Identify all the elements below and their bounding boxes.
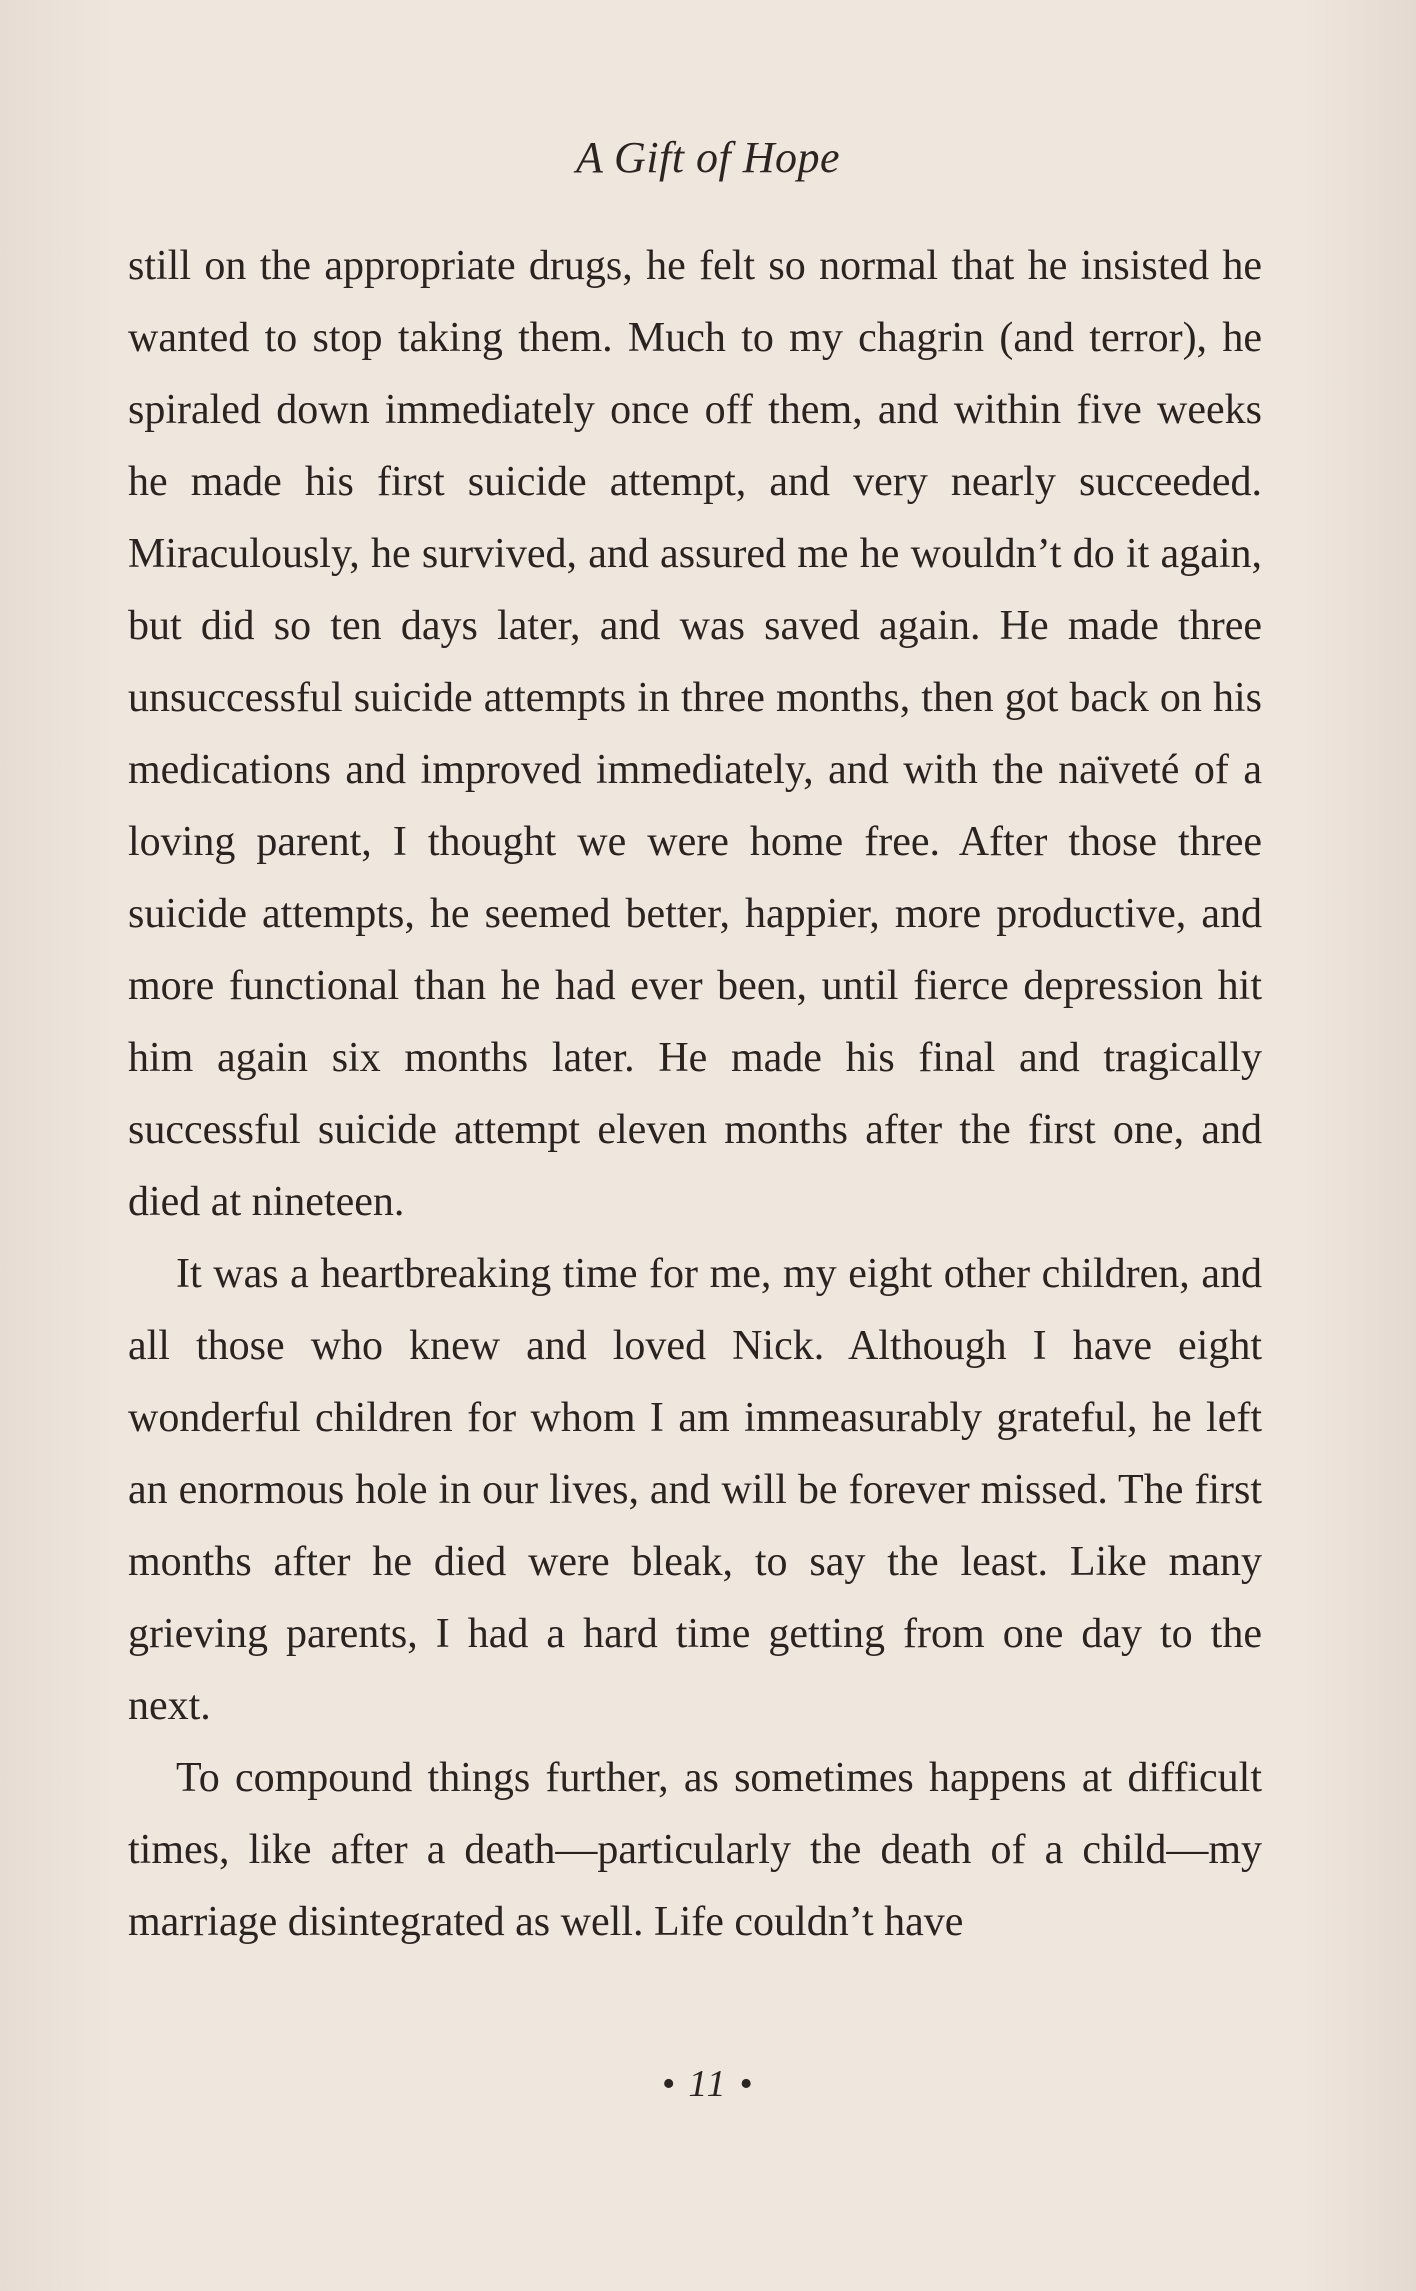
paragraph-1: still on the appropriate drugs, he felt so normal that he insisted he wanted to stop taking them. Much to my chagrin (and terror), he spiraled down immediately once off them, and within five weeks he made his first suicide attempt, and very nearly succeeded. Miraculously, he survived, and assured me he wouldn’t do it again, but did so ten days later, and was saved again. He made three unsuccessful suicide attempts in three months, then got back on his medications and improved immediately, and with the naïveté of a loving parent, I thought we were home free. After those three suicide attempts, he seemed better, happier, more productive, and more functional than he had ever been, until fierce depression hit him again six months later. He made his final and tragically successful suicide attempt eleven months after the first one, and died at nineteen. bbox=[128, 243, 1262, 1225]
running-head: A Gift of Hope bbox=[575, 133, 841, 182]
page-number: • 11 • bbox=[661, 2063, 755, 2105]
body-text bbox=[128, 230, 1262, 1958]
paragraph-2: It was a heartbreaking time for me, my eight other children, and all those who knew and loved Nick. Although I have eight wonderful children for whom I am immeasurably grateful, he left an enormous hole in our lives, and will be forever missed. The first months after he died were bleak, to say the least. Like many grieving parents, I had a hard time getting from one day to the next. bbox=[128, 1251, 1262, 1729]
paragraph-3: To compound things further, as sometimes happens at difficult times, like after a death—particularly the death of a child—my marriage disintegrated as well. Life couldn’t have bbox=[128, 1755, 1262, 1945]
